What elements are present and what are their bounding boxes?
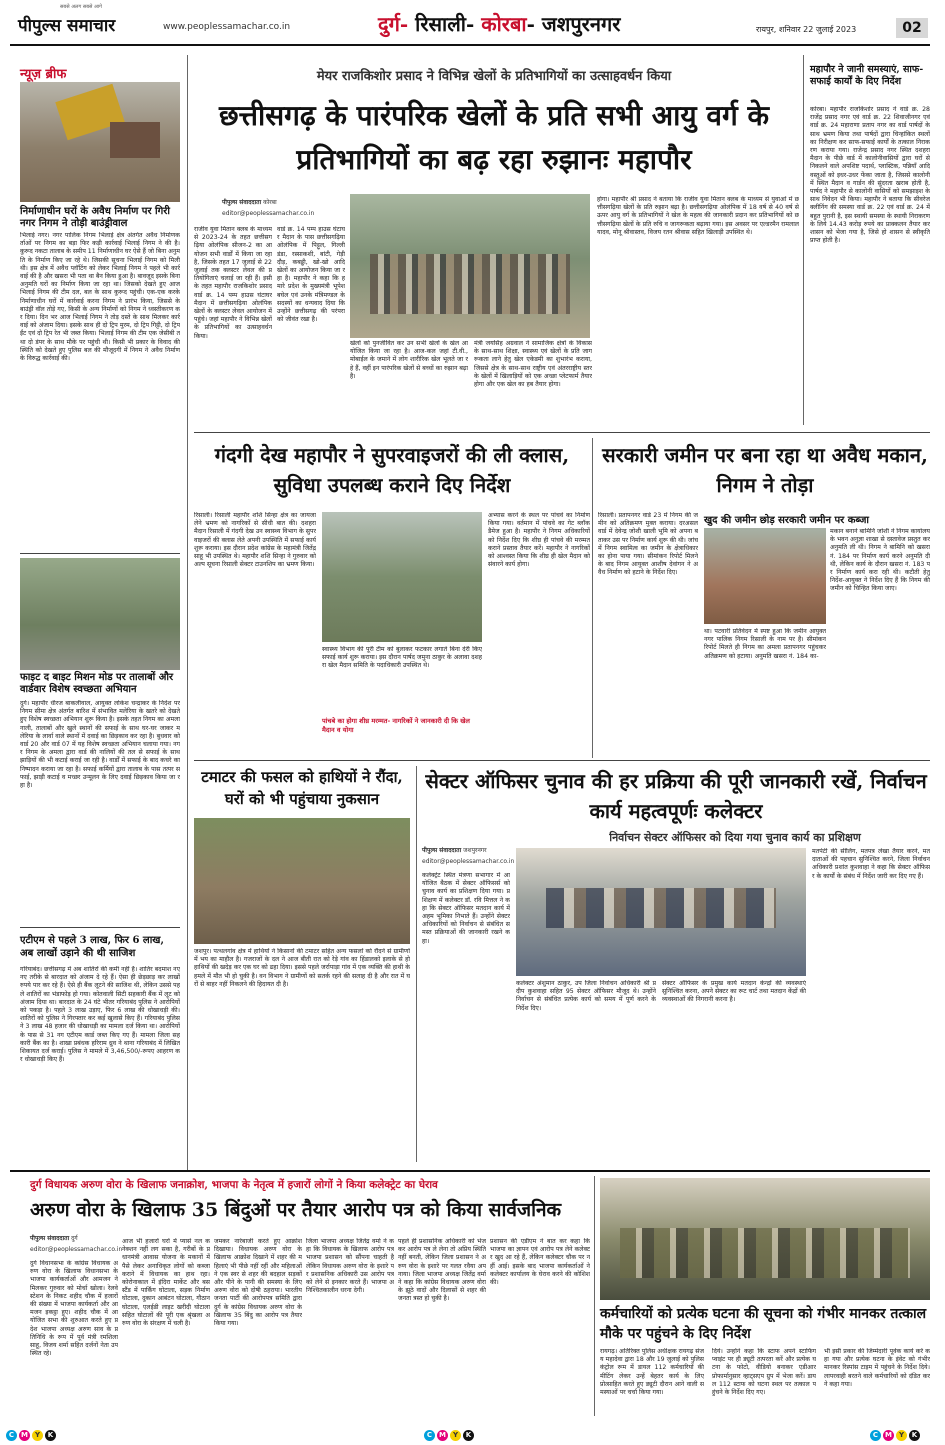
sector-headline: सेक्टर ऑफिसर चुनाव की हर प्रक्रिया की पूरी जानकारी रखें, निर्वाचन कार्य महत्वपूर्णः कलेक्टर: [425, 769, 927, 823]
cmyk-c: C: [6, 1430, 17, 1441]
right-headline: महापौर ने जानी समस्याएं, साफ-सफाई कार्यों के दिए निर्देश: [810, 64, 924, 87]
bottom-kicker: दुर्ग विधायक अरुण वोरा के खिलाफ जनाक्रोश, भाजपा के नेतृत्व में हजारों लोगों ने किया कलेक्ट्रेट का घेराव: [30, 1179, 438, 1191]
sector-reporter: पीपुल्स संवाददाता: [422, 847, 462, 854]
brief-headline-2: फाइट द बाइट मिशन मोड पर तालाबों और वार्डवार विशेष स्वच्छता अभियान: [20, 672, 174, 695]
masthead-website: www.peoplessamachar.co.in: [163, 22, 291, 32]
lead-col-1: राजीव युवा मितान क्लब के माध्यम से 2023-24 के तहत छत्तीसगढ़िया ओलंपिक सीजन-2 का आयोजन सभी वार्डों में किया जा रहा है, जिसके तहत 17 जुलाई से 22 जुलाई तक क्लस्टर लेवल की प्रतियोगिताएं चलाई जा रही हैं। इसी के तहत महापौर राजकिशोर प्रसाद वार्ड क्र. 14 पम्प हाउस घंटाघर मैदान में छत्तीसगढ़िया ओलंपिक खेलों के क्लस्टर लेवल आयोजन में पहुंचे। जहां महापौर ने विभिन्न खेलों के प्रतिभागियों का उत्साहवर्धन किया।: [194, 226, 272, 340]
police-col-1: रायगढ़। अतिरिक्त पुलिस अधीक्षक रायगढ़ संजय महादेवा द्वारा 18 और 19 जुलाई को पुलिस कंट्रोल रूम में डायल 112 कर्मचारियों की मीटिंग लेकर उन्हें बेहतर कार्य के लिए प्रोत्साहित करते हुए ड्यूटी दौरान आने वाली समस्याओं पर चर्चा किया गया।: [600, 1348, 704, 1397]
mid-left-col-1: रिसाली। रिसाली महापौर शशि सिन्हा क्षेत्र का जायजा लेने भ्रमण को नागरिकों से सीधी बात की। दशहरा मैदान रिसाली में गंदगी देख उन स्वास्थ्य विभाग के सुपरवाइजरों की क्लास लेते अपनी उपस्थिति में सफाई कार्य शुरू कराया। इस दौरान प्रदेश कांग्रेस के महामंत्री जितेंद्र साहू भी उपस्थित थे। महापौर शशि सिन्हा ने गुरुवार को अल्प सूचना रिसाली सेक्टर टाउनशिप का भ्रमण किया।: [194, 512, 316, 569]
sector-photo-meeting: [516, 848, 806, 976]
lead-col-2: वार्ड क्र. 14 पम्प हाउस घंटाघर मैदान के पास छत्तीसगढ़िया ओलंपिक में पिट्टूल, गिल्ली डंडा, रस्साकशी, बांटी, गेड़ी दौड़, कबड्डी, खो-खो आदि खेलों का आयोजन किया जा रहा है। महापौर ने कहा कि हमारे प्रदेश के मुख्यमंत्री भूपेश बघेल एवं उनके मंत्रिमण्डल के सदस्यों का धन्यवाद दिया कि उन्होंने छत्तीसगढ़ की परंपरा को जीवंत रखा है।: [277, 226, 345, 324]
sector-email: editor@peoplessamachar.co.in: [422, 858, 515, 865]
sector-col-4: मतपेटी की सीलिंग, मतपत्र लेखा तैयार करने, मतदाताओं की पहचान सुनिश्चित करने, जिला निर्वाचन अधिकारी प्रशांत कुशवाहा ने कहा कि सेक्टर ऑफिसर के कार्यों के संबंध में निर्देश जारी कर दिए गए हैं।: [812, 848, 930, 880]
masthead-date: रायपुर, शनिवार 22 जुलाई 2023: [756, 25, 857, 34]
masthead-logo: पीपुल्स समाचार: [18, 16, 116, 36]
brief-photo-cleaning: [20, 558, 180, 670]
city-jashpur: जशपुरनगर: [541, 12, 621, 36]
bottom-headline: अरुण वोरा के खिलाफ 35 बिंदुओं पर तैयार आरोप पत्र को किया सार्वजनिक: [30, 1199, 562, 1221]
brief-label: न्यूज़ ब्रीफ: [20, 67, 67, 82]
mid-left-col-3: अभ्यास करने के स्थल पर पांचवे का निर्माण किया गया। वर्तमान में पांचवे का गेट ब्लॉक डैमेज हुआ है। महापौर ने निगम अधिकारियों को निर्देश दिए कि शीघ्र ही पांचवे की मरम्मत कराने प्रस्ताव तैयार करें। महापौर ने नागरिकों को आश्वस्त किया कि शीघ्र ही खेल मैदान को संवारने कार्य होगा।: [488, 512, 590, 569]
brief-headline-3: एटीएम से पहले 3 लाख, फिर 6 लाख, अब लाखों उड़ाने की थी साजिश: [20, 935, 164, 959]
bottom-col-5: पहले ही प्रशासनिक अधिकारी को भेजकर आरोप पत्र ले लेना तो अप्रिय स्थिति नहीं बनती, लेकिन जिला प्रशासन ने अरुण वोरा के इशारे पर गलत रवैया अपनाया। जिला भाजपा अध्यक्ष जितेंद्र वर्मा ने कहा कि कांग्रेस विधायक अरुण वोरा के झूठे वादों और दिलासों से शहर की जनता त्रस्त हो चुकी है।: [398, 1238, 486, 1303]
lead-col-3: मंत्री जयसिंह अग्रवाल ने सामाजिक क्षेत्रों के विकास के साथ-साथ शिक्षा, स्वास्थ्य एवं खेलों के प्रति जागरूकता लाने हेतु खेल एकेडमी का शुभारंभ कराया, जिससे क्षेत्र के साथ-साथ राष्ट्रीय एवं अंतरराष्ट्रीय स्तर के खेलों में खिलाड़ियों को एक अच्छा प्लेटफार्म तैयार होगा और एक खेल का हब तैयार होगा।: [474, 340, 592, 389]
city-durg: दुर्ग: [378, 12, 400, 36]
sector-col-3: सेक्टर ऑफिसर के प्रमुख कार्य मतदान केन्द्रों की व्यवस्थाएं सुनिश्चित करना, अपने सेक्टर का रूट चार्ट तथा मतदान केंद्रों की व्यवस्थाओं की निगरानी करना है।: [662, 980, 806, 1004]
lead-headline: छत्तीसगढ़ के पारंपरिक खेलों के प्रति सभी आयु वर्ग के प्रतिभागियों का बढ़ रहा रुझानः महापौर: [219, 99, 769, 176]
cmyk-y: Y: [450, 1430, 461, 1441]
bottom-col-4: जिला भाजपा अध्यक्ष जितेंद्र वर्मा ने कहा कि विधायक के खिलाफ आरोप पत्र भाजपा प्रशासन को सौंपना चाहती है लेकिन विधायक अरुण वोरा के इशारे पर प्रशासनिक अधिकारी उस आरोप पत्र को लेने से इनकार करते हैं। भाजपा अनिश्चितकालीन धरना देगी।: [306, 1238, 394, 1295]
page-number: 02: [896, 18, 928, 38]
lead-kicker: मेयर राजकिशोर प्रसाद ने विभिन्न खेलों के प्रतिभागियों का उत्साहवर्धन किया: [316, 69, 672, 84]
bottom-reporter: पीपुल्स संवाददाता: [30, 1235, 70, 1242]
mid-right-headline: सरकारी जमीन पर बना रहा था अवैध मकान, निगम ने तोड़ा: [602, 443, 928, 497]
bottom-col-2: आज भी हजारों घरों में प्यासे नल कनेक्शन नहीं लग सका है, गरीबों के प्रधानमंत्री आवास योजना के मकानों में पैसे लेकर अनाधिकृत लोगों को कब्जा कराने में विधायक का हाथ रहा। कोरोनाकाल में इंदिरा मार्केट और बस स्टैंड में पार्किंग घोटाला, सड़क निर्माण घोटाला, दुकान आबंटन घोटाला, गौठान घोटाला, एलईडी लाइट खरीदी घोटाला सहित घोटालों की पूरी एक श्रृंखला अरुण वोरा के संरक्षण में चली है।: [122, 1238, 210, 1328]
sector-city: जशपुरनगर: [463, 847, 487, 854]
elephant-photo-crops: [194, 818, 410, 944]
cmyk-y: Y: [896, 1430, 907, 1441]
bottom-col-3: जमकर नारेबाजी करते हुए आक्रोश दिखाया। विधायक अरुण वोरा के खिलाफ आक्रोश दिखाने में शहर की महिलाएं भी पीछे नहीं रहीं और महिलाओं ने एक स्वर से शहर की बदहाल सड़कों और पीने के पानी की समस्या के लिए अरुण वोरा को दोषी ठहराया। भारतीय जनता पार्टी की आरोपपत्र समिति द्वारा दुर्ग के कांग्रेस विधायक अरुण वोरा के खिलाफ 35 बिंदु का आरोप पत्र तैयार किया गया।: [214, 1238, 302, 1328]
lead-caption: खेलों को पुनर्जीवित कर उन सभी खेलों के खेल आयोजित किया जा रहा है। आज-कल जहां टी.वी., मोबाईल के जमाने में लोग शारीरिक खेल भूलते जा रहे हैं, वहीं इन पारंपरिक खेलों से बच्चों का रुझान बढ़ा है।: [350, 340, 468, 380]
brief-body-3: गरियाबंद। छत्तीसगढ़ में अब शातिरों की कमी नहीं है। शातिर बदमाश नए नए तरीके से बारदात को अंजाम दे रहे हैं। ऐसा ही छेड़छाड़ कर लाखों रुपये पार कर रहे हैं। ऐसे ही बैंक लूटने की साजिश थी, लेकिन उससे पहले शातिरों का भंडाफोड़ हो गया। कोतवाली सिटी सहकारी बैंक में लूट को अंजाम दिया था। बारदात के 24 घंटे भीतर गरियाबंद पुलिस ने आरोपियों को पकड़ा है। पहले 3 लाख उड़ाए, फिर 6 लाख की धोखाधड़ी की। शातिरों को पुलिस ने गिरफ्तार कर कई खुलासे किए हैं। गरियाबंद पुलिस ने 3 लाख 48 हजार की धोखाधड़ी का मामला दर्ज किया था। आरोपियों के पास से 31 नग एटीएम कार्ड जब्त किए गए हैं। मामला जिला सहकारी बैंक का है। शाखा प्रबंधक हरिराम ध्रुव ने थाना गरियाबंद में लिखित शिकायत दर्ज कराई। पुलिस ने मामले में 3,46,500/-रूपए आहरण कर धोखाधड़ी किए हैं।: [20, 966, 180, 1064]
sector-subhead: निर्वाचन सेक्टर ऑफिसर को दिया गया चुनाव कार्य का प्रशिक्षण: [609, 831, 861, 844]
bottom-col-1: दुर्ग विधानसभा के कांग्रेस विधायक अरुण वोरा के खिलाफ विधानसभा के भाजपा कार्यकर्ताओं और आमजन ने मिलकर गुरुवार को मोर्चा खोला। रेलवे स्टेशन के निकट शहीद चौक में हजारों की संख्या में भाजपा कार्यकर्ता और आमजन इकट्ठा हुए। शहीद चौक में आयोजित सभा की शुरुआत करते हुए प्रदेश भाजपा अध्यक्ष अरुण साव के प्रतिनिधि के रूप में पूर्व मंत्री रमशिला साहू, विजय शर्मा सहित दर्जनों नेता उपस्थित रहे।: [30, 1260, 118, 1358]
lead-photo-games: [350, 194, 590, 338]
city-risali: रिसाली: [415, 12, 466, 36]
cmyk-k: K: [463, 1430, 474, 1441]
lead-email: editor@peoplessamachar.co.in: [222, 210, 315, 217]
police-headline: कर्मचारियों को प्रत्येक घटना की सूचना को गंभीर मानकर तत्काल मौके पर पहुंचने के दिए निर्देश: [600, 1306, 927, 1342]
mid-right-col-3: मकान बनाने बामिनि जोशी ने निगम कार्यालय के भवन अनुज्ञा शाखा से दस्तावेज प्रस्तुत कर अनुमति ली थी। निगम ने बामिनि को खसरा नं. 184 पर निर्माण कार्य करने अनुमति दी थी, लेकिन कार्य के दौरान खसरा नं. 183 पर निर्माण कार्य करा रही थी। कटौती हेतु निर्देश-आयुक्त ने निर्देश दिए हैं कि निगम की जमीन को चिन्हित किया जाए।: [830, 528, 930, 593]
cmyk-mark-center: [424, 1430, 474, 1441]
cmyk-m: M: [883, 1430, 894, 1441]
cmyk-c: C: [870, 1430, 881, 1441]
mid-right-photo-site: [704, 528, 826, 624]
mid-left-headline: गंदगी देख महापौर ने सुपरवाइजरों की ली क्लास, सुविधा उपलब्ध कराने दिए निर्देश: [214, 443, 570, 497]
sector-byline: [422, 846, 487, 854]
mid-left-col-2: स्वास्थ्य विभाग की पूरी टीम को बुलाकर फटकार लगाते बिना देरी किए सफाई कार्य शुरू कराया। इस दौरान पार्षद जमुना ठाकुर के अलावा दशहरा खेल मैदान समिति के पदाधिकारी उपस्थित थे।: [322, 646, 482, 670]
masthead-logo-tag: सबसे अलग सबसे आगे: [60, 4, 102, 10]
police-col-2: दिये। उन्होंने कहा कि स्टाफ अपने स्टाफिंग प्वाइंट पर ही ड्यूटी तत्परता करें और प्रत्येक घटना के फोटो, वीडियो बनाकर एडीआर प्रोफार्मानुसार व्हाट्सएप ग्रुप में भेजा करें। डायल 112 स्टाफ को घटना स्थल पर तत्काल पहुंचने के निर्देश दिए गए।: [712, 1348, 816, 1397]
mid-left-photo-field: [322, 512, 482, 642]
lead-reporter: पीपुल्स संवाददाता: [222, 199, 262, 206]
brief-photo-demolition: [20, 82, 180, 202]
masthead-cities: दुर्ग- रिसाली- कोरबा- जशपुरनगर: [378, 12, 621, 36]
right-body: कोरबा। महापौर राजकिशोर प्रसाद ने वार्ड क्र. 28 राजेंद्र प्रसाद नगर एवं वार्ड क्र. 22 शिवाजीनगर एवं वार्ड क्र. 24 महाराणा प्रताप नगर का वार्ड पार्षदों के साथ भ्रमण किया तथा पार्षदों द्वारा चिन्हांकित स्थलों का निरीक्षण कर साफ-सफाई कार्यों के तत्काल निराकरण कराया गया। राजेन्द्र प्रसाद नगर स्थित दशहरा मैदान के पीछे वार्ड में कालोनीवासियों द्वारा घरों से निकलने वाले अपशिष्ट पदार्थ, प्लास्टिक, पन्नियाँ आदि वस्तुओं को इधर-उधर फेंका जाता है, जिससे कालोनी में स्थित मैदान व गार्डन की सुंदरता खराब होती है, पार्षद ने महापौर से कालोनी वासियों को समझाइश के साथ निवेदन भी किया। महापौर ने बताया कि सीवरेज क्लीनिंग की समस्या वार्ड क्र. 22 एवं वार्ड क्र. 24 में बहुत पुरानी है, इस स्थायी समस्या के स्थायी निराकरण के लिये 14.43 करोड़ रुपये का प्राक्कलन तैयार कर शासन को भेजा गया है, जिसे हो शासन से स्वीकृति प्राप्त होती है।: [810, 106, 930, 245]
lead-col-4: होगा। महापौर श्री प्रसाद ने बताया कि राजीव युवा मितान क्लब के माध्यम से युवाओं में छत्तीसगढ़िया खेलों के प्रति रुझान बढ़ा है। छत्तीसगढ़िया ओलंपिक में 18 वर्ष से 40 वर्ष से ऊपर आयु वर्ग के प्रतिभागियों ने खेल के महत्व की जानकारी प्रदान कर प्रतिभागियों को छत्तीसगढ़िया खेलों के प्रति रुचि व जागरूकता बढ़ाया गया। इस अवसर पर एल्डरमैन रामलाल यादव, मोनू श्रीवास्तव, विजय रतन श्रीवास सहित खिलाड़ी उपस्थित थे।: [597, 196, 799, 236]
cmyk-y: Y: [32, 1430, 43, 1441]
police-col-3: भी इसी प्रकार की जिम्मेदारी पूर्वक कार्य करें कहा गया और प्रत्येक घटना के इंवेट को गंभीर मानकर रिस्पांस टाइम में पहुंचने के निर्देश दिये। लापरवाही बरतने वाले कर्मचारियों को दंडित करने कहा गया।: [824, 1348, 930, 1388]
mid-right-col-1: रिसाली। प्रतापनगर वार्ड 23 में निगम की जमीन को अतिक्रमण मुक्त कराया। दरअसल वार्ड में देवेन्द्र जोशी खाली भूमि को अपना बताकर उस पर निर्माण कार्य शुरू की थी। जांच में निगम स्वामित्व का जमीन के क्षेत्राधिकार का होना पाया गया। सीमांकन रिपोर्ट मिलने के बाद निगम आयुक्त आशीष देवांगन ने अवैध निर्माण को हटाने के निर्देश दिए।: [598, 512, 698, 577]
elephant-headline: टमाटर की फसल को हाथियों ने रौंदा, घरों को भी पहुंचाया नुकसान: [201, 768, 403, 808]
lead-byline: [222, 198, 277, 206]
bottom-email: editor@peoplessamachar.co.in: [30, 1246, 123, 1253]
mid-right-col-2: था। पटवारी प्रतिवेदन में स्पष्ट हुआ कि जमीन आयुक्त नगर पालिक निगम रिसाली के नाम पर है। सीमांकन रिपोर्ट मिलते ही निगम का अमला प्रतापनगर पहुंचकर अतिक्रमण को हटाया। अनुमति खसरा नं. 184 का-: [704, 628, 826, 660]
mid-right-subhead: खुद की जमीन छोड़ सरकारी जमीन पर कब्जा: [704, 515, 870, 526]
police-photo-meeting: [600, 1178, 930, 1300]
cmyk-m: M: [437, 1430, 448, 1441]
elephant-body: जशपुर। पत्थलगांव क्षेत्र में हाथियों ने किसानों की टमाटर सहित अन्य फसलों को रौंदने से ग्रामीणों में भय का माहौल है। गजराजों के दल ने आज बीती रात को रेड़े गांव का हिंडालको इलाके से हो हाथियों की खदेड़ कर एक घर को ढहा दिया। इससे पहले जर्रापाड़ा गांव में एक व्यक्ति की हाथी के हमले में मौत भी हो चुकी है। वन विभाग ने ग्रामीणों को सतर्क रहने की सलाह दी है और रात में घरों से बाहर नहीं निकलने की हिदायत दी है।: [194, 948, 410, 988]
brief-body-1: भिलाई नगर। नगर पालिक निगम भिलाई क्षेत्र अंतर्गत अवैध निर्माणकर्ताओं पर निगम का बड़ा फिर कड़ी कार्रवाई भिलाई निगम ने की है। कुरूद नकटा तालाब के समीप 11 निर्माणाधीन घर ऐसे हैं जो बिना अनुमति के निर्माण किए जा रहे थे। जिसकी सूचना भिलाई निगम को मिली थी। इस क्षेत्र में अवैध प्लॉटिंग को लेकर भिलाई निगम ने पहले भी कार्रवाई की है और खसरा भी पता था बैन किया हुआ है। बावजूद इसके बिना अनुमति घरों का निर्माण किया जा रहा था। जिसको देखते हुए आज भिलाई निगम की टीम दल, बल के साथ कुरूद पहुंची। एक-एक करके निर्माणाधीन घरों में कार्रवाई करना निगम ने प्रारंभ किया, जिससे के बाउंड्री वॉल तोड़े गए, किसी के अन्य निर्माणों को निगम ने ध्वस्तीकरण कर दिया। दिन भर आज भिलाई निगम ने तोड़ दस्ते के साथ मिलकर कार्रवाई को अंजाम दिया। इसके साथ ही दो ट्रिप मुरम, दो ट्रिप गिट्टी, दो ट्रिप ईंट एवं दो ट्रिप रेत भी जब्त किया। भिलाई निगम की टीम एक जेसीबी तथा दो डंपर के साथ मौके पर पहुंची थी। किसी भी प्रकार के विवाद की स्थिति को देखते हुए पुलिस बल की मौजूदगी में निगम ने अवैध निर्माण के विरुद्ध कार्रवाई की।: [20, 232, 180, 363]
cmyk-mark-left: [6, 1430, 56, 1441]
brief-headline-1: निर्माणाधीन घरों के अवैध निर्माण पर गिरी नगर निगम ने तोड़ी बाउंड्रीवाल: [20, 206, 170, 229]
mid-left-caption: पांचबे का होगा शीघ्र मरम्मत- नागरिकों ने जानकारी दी कि खेल मैदान व योगा: [322, 717, 470, 734]
cmyk-mark-right: [870, 1430, 920, 1441]
bottom-col-6: प्रशासन की एडीएम ने बात कर कहा कि भाजपा का ज्ञापन एवं आरोप पत्र लेने कलेक्टर खुद आ रहे हैं, लेकिन कलेक्टर चौक पर नहीं आई। इसके बाद भाजपा कार्यकर्ताओं ने कलेक्टर कार्यालय के घेराव करने की कोशिश की।: [490, 1238, 590, 1287]
cmyk-m: M: [19, 1430, 30, 1441]
bottom-byline: [30, 1234, 78, 1242]
cmyk-c: C: [424, 1430, 435, 1441]
cmyk-k: K: [909, 1430, 920, 1441]
bottom-city: दुर्ग: [71, 1235, 78, 1242]
cmyk-k: K: [45, 1430, 56, 1441]
sector-col-2: कलेक्टर अंशुमान ठाकुर, उप जिला निर्वाचन अधिकारी श्री प्रदीप कुशवाहा सहित 95 सेक्टर ऑफिसर मौजूद थे। उन्होंने निर्वाचन से संबंधित प्रत्येक कार्य को समय में पूर्ण करने के निर्देश दिए।: [516, 980, 656, 1012]
city-korba: कोरबा: [481, 12, 527, 36]
lead-city: कोरबा: [263, 199, 277, 206]
brief-body-2: दुर्ग। महापौर धीरज बाकलीवाल, आयुक्त लोकेश चन्द्राकर के निर्देश पर निगम सीमा क्षेत्र अंतर्गत बारिश में संभावित मलेरिया के खतरे को देखते हुए विशेष स्वच्छता अभियान शुरू किया है। इसके तहत निगम का अमला नाली, तालाबों और खुले स्थानों की सफाई के साथ घर-घर जाकर मलेरिया के लार्वा वाले स्थानों में दवाई का छिड़काव कर रहा है। बुधवार को वार्ड 20 और वार्ड 07 में यह विशेष स्वच्छता अभियान चलाया गया। नगर निगम के अमला द्वारा वार्ड की नालियों की तल से सफाई के साथ झाड़ियों की भी कटाई कराई जा रही है। वार्डों में सफाई के बाद कचरे का निष्पादन कराया जा रहा है। सफाई कर्मियों द्वारा तालाब के पास तत्पर सफाई, झाड़ी कटाई व मच्छर उन्मूलन के लिए दवाई छिड़काव किया जा रहा है।: [20, 700, 180, 790]
sector-col-1: कलेक्ट्रेट स्थित मंत्रणा सभागार में आयोजित बैठक में सेक्टर ऑफिसर्स को चुनाव कार्य का प्रशिक्षण दिया गया। प्रशिक्षण में कलेक्टर डॉ. रवि मित्तल ने कहा कि सेक्टर ऑफिसर मतदान कार्य में अहम भूमिका निभाते हैं। उन्होंने सेक्टर अधिकारियों को निर्वाचन से संबंधित समस्त प्रक्रियाओं की जानकारी रखने कहा।: [422, 872, 510, 945]
masthead: [0, 0, 945, 40]
